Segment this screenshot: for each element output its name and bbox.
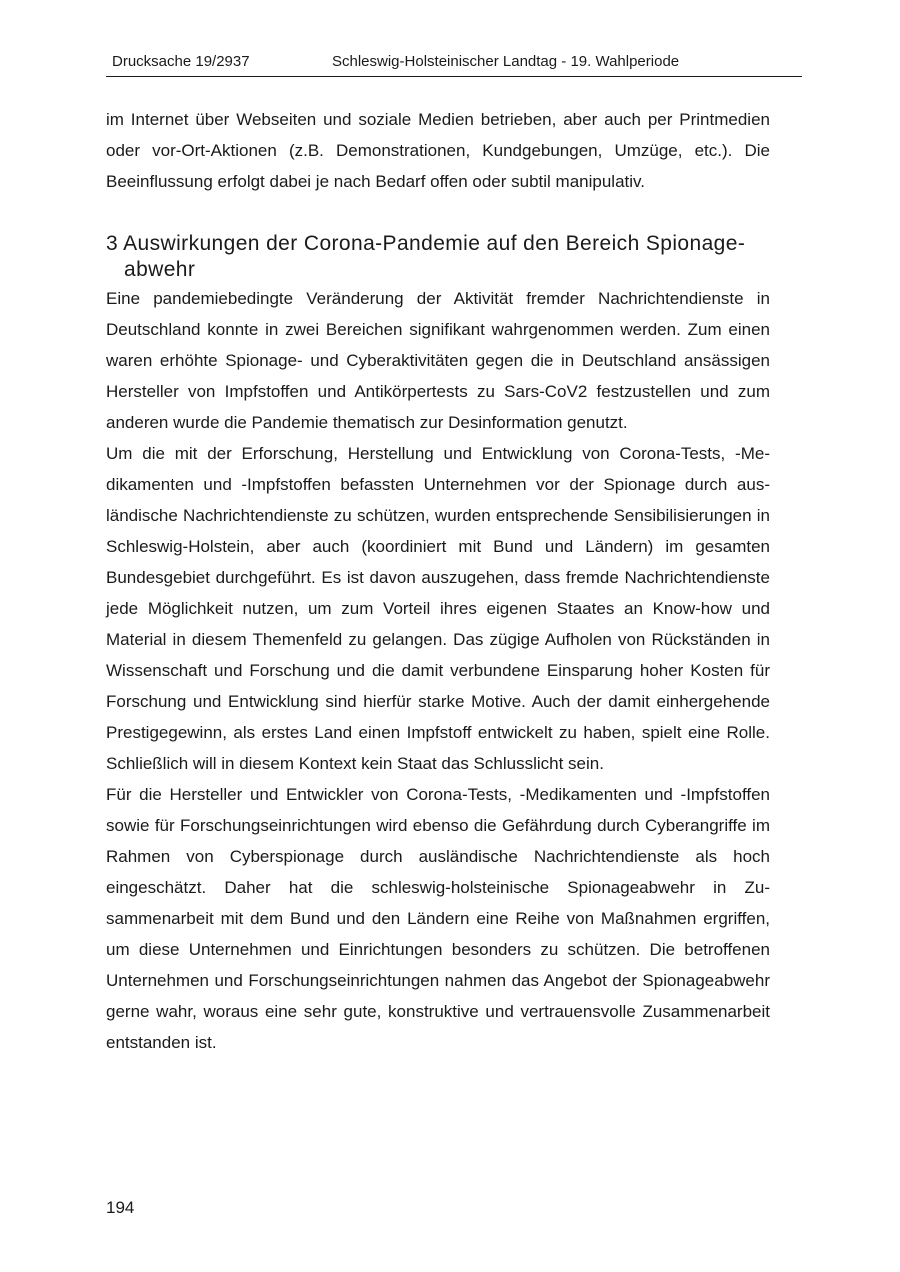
- parliament-title: Schleswig-Holsteinischer Landtag - 19. Wahlperiode: [332, 53, 680, 70]
- document-body: [106, 104, 770, 1058]
- paragraph-4: Für die Hersteller und Entwickler von Corona-Tests, -Medikamenten und -Impfstoffen sowie für Forschungseinrichtungen wird ebenso die Gefährdung durch Cyberangriffe im Rahmen von Cyberspionage durch ausländische Nachrichtendienste als hoch eingeschätzt. Daher hat die schleswig-holsteinische Spionageabwehr in Zusammenarbeit mit dem Bund und den Ländern eine Reihe von Maßnahmen ergriffen, um diese Unternehmen und Einrichtungen besonders zu schützen. Die betroffenen Unternehmen und Forschungseinrichtungen nahmen das Angebot der Spionageabwehr gerne wahr, woraus eine sehr gute, konstruktive und vertrauensvolle Zusammenarbeit entstanden ist.: [106, 785, 770, 1052]
- paragraph-1: im Internet über Webseiten und soziale Medien betrieben, aber auch per Printmedien oder vor-Ort-Aktionen (z.B. Demonstrationen, Kundgebungen, Umzüge, etc.). Die Beeinflussung erfolgt dabei je nach Bedarf offen oder subtil manipulativ.: [106, 110, 770, 191]
- document-number: Drucksache 19/2937: [112, 53, 250, 70]
- page-number: 194: [106, 1198, 135, 1217]
- paragraph-3: Um die mit der Erforschung, Herstellung und Entwicklung von Corona-Tests, -Medikamenten und -Impfstoffen befassten Unternehmen vor der Spionage durch ausländische Nachrichtendienste zu schützen, wurden entsprechende Sensibilisierungen in Schleswig-Holstein, aber auch (koordiniert mit Bund und Ländern) im gesamten Bundesgebiet durchgeführt. Es ist davon auszugehen, dass fremde Nachrichtendienste jede Möglichkeit nutzen, um zum Vorteil ihres eigenen Staates an Know-how und Material in diesem Themenfeld zu gelangen. Das zügige Aufholen von Rückständen in Wissenschaft und Forschung und die damit verbundene Einsparung hoher Kosten für Forschung und Entwicklung sind hierfür starke Motive. Auch der damit einhergehende Prestigegewinn, als erstes Land einen Impfstoff entwickelt zu haben, spielt eine Rolle. Schließlich will in diesem Kontext kein Staat das Schlusslicht sein.: [106, 444, 770, 773]
- paragraph-2: Eine pandemiebedingte Veränderung der Aktivität fremder Nachrichtendienste in Deutschland konnte in zwei Bereichen signifikant wahrgenommen werden. Zum einen waren erhöhte Spionage- und Cyberaktivitäten gegen die in Deutschland ansässigen Hersteller von Impfstoffen und Antikörpertests zu Sars-CoV2 festzustellen und zum anderen wurde die Pandemie thematisch zur Desinformation genutzt.: [106, 289, 770, 432]
- page-header: [106, 52, 802, 77]
- section-heading: 3 Auswirkungen der Corona-Pandemie auf den Bereich Spionageabwehr: [106, 232, 745, 281]
